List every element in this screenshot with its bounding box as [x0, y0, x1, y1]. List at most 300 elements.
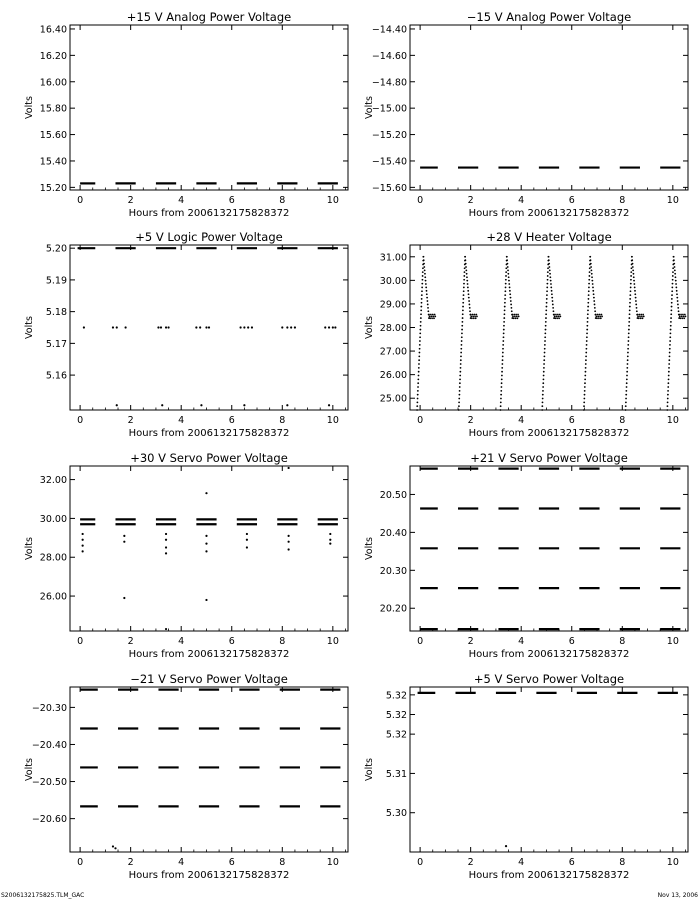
heater-data-point [462, 302, 464, 304]
heater-data-point [502, 359, 504, 361]
heater-data-point [504, 298, 506, 300]
data-point [505, 845, 507, 847]
y-tick-label: 5.32 [385, 690, 407, 702]
x-tick-label: 8 [279, 857, 286, 868]
heater-data-point [640, 314, 642, 316]
heater-data-point [464, 271, 466, 273]
heater-data-point [549, 270, 551, 272]
y-tick-label: 30.00 [39, 513, 67, 525]
heater-data-point [586, 325, 588, 327]
y-tick-label: 32.00 [39, 475, 67, 487]
heater-data-point [671, 306, 673, 308]
heater-data-point [544, 348, 546, 350]
y-tick-label: 15.80 [39, 103, 67, 115]
data-point [328, 404, 330, 406]
y-axis-label: Volts [24, 758, 35, 781]
y-tick-label: −14.60 [371, 50, 407, 62]
heater-data-point [504, 302, 506, 304]
data-point [123, 541, 125, 543]
heater-data-point [501, 371, 503, 373]
data-point [123, 597, 125, 599]
heater-data-point [417, 378, 419, 380]
heater-data-point [421, 287, 423, 289]
heater-data-point [669, 352, 671, 354]
heater-data-point [463, 287, 465, 289]
heater-data-point [460, 352, 462, 354]
heater-data-point [594, 310, 596, 312]
x-axis-label: Hours from 2006132175828372 [468, 428, 630, 439]
y-tick-label: 30.00 [379, 275, 407, 287]
x-tick-label: 8 [619, 195, 626, 206]
heater-data-point [432, 316, 434, 318]
data-point [165, 326, 167, 328]
heater-data-point [459, 386, 461, 388]
plot-frame [410, 245, 688, 410]
heater-data-point [472, 316, 474, 318]
heater-data-point [505, 283, 507, 285]
data-point [286, 404, 288, 406]
data-point [286, 326, 288, 328]
heater-data-point [629, 298, 631, 300]
heater-data-point [592, 290, 594, 292]
y-tick-label: 5.17 [45, 338, 67, 350]
heater-data-point [546, 290, 548, 292]
heater-data-point [550, 287, 552, 289]
heater-data-point [502, 340, 504, 342]
data-point [165, 628, 167, 630]
y-tick-label: 26.00 [39, 591, 67, 603]
data-point [112, 845, 114, 847]
heater-data-point [677, 304, 679, 306]
heater-data-point [587, 302, 589, 304]
heater-data-point [630, 283, 632, 285]
heater-data-point [586, 332, 588, 334]
heater-data-point [507, 266, 509, 268]
heater-data-point [630, 279, 632, 281]
chart-title: +28 V Heater Voltage [486, 230, 612, 244]
x-tick-label: 8 [619, 415, 626, 426]
heater-data-point [470, 316, 472, 318]
heater-data-point [596, 317, 598, 319]
heater-data-point [505, 279, 507, 281]
x-tick-label: 4 [178, 195, 185, 206]
heater-data-point [552, 307, 554, 309]
heater-data-point [667, 394, 669, 396]
heater-data-point [555, 314, 557, 316]
data-point [123, 535, 125, 537]
heater-data-point [474, 314, 476, 316]
y-tick-label: −15.60 [371, 182, 407, 194]
heater-data-point [420, 321, 422, 323]
heater-data-point [505, 275, 507, 277]
heater-data-point [431, 317, 433, 319]
heater-data-point [675, 280, 677, 282]
x-tick-label: 6 [228, 857, 235, 868]
heater-data-point [669, 336, 671, 338]
heater-data-point [542, 382, 544, 384]
y-tick-label: 20.50 [379, 489, 407, 501]
data-point [165, 552, 167, 554]
heater-data-point [592, 287, 594, 289]
data-point [288, 541, 290, 543]
x-tick-label: 6 [228, 636, 235, 647]
heater-data-point [502, 352, 504, 354]
heater-data-point [584, 390, 586, 392]
heater-data-point [416, 405, 418, 407]
heater-data-point [510, 300, 512, 302]
x-tick-label: 10 [326, 857, 339, 868]
heater-data-point [511, 314, 513, 316]
heater-data-point [424, 276, 426, 278]
y-tick-label: −20.30 [31, 702, 67, 714]
heater-data-point [629, 294, 631, 296]
data-point [83, 326, 85, 328]
heater-data-point [587, 321, 589, 323]
data-point [157, 326, 159, 328]
data-point [165, 546, 167, 548]
x-axis-label: Hours from 2006132175828372 [468, 870, 630, 881]
x-tick-label: 6 [228, 415, 235, 426]
heater-data-point [673, 256, 675, 258]
data-point [199, 326, 201, 328]
x-tick-label: 2 [467, 857, 474, 868]
data-point [328, 326, 330, 328]
heater-data-point [638, 314, 640, 316]
heater-data-point [459, 378, 461, 380]
heater-data-point [559, 314, 561, 316]
plot-frame [70, 466, 348, 631]
heater-data-point [546, 306, 548, 308]
heater-data-point [423, 266, 425, 268]
heater-data-point [594, 307, 596, 309]
heater-data-point [545, 325, 547, 327]
heater-data-point [462, 310, 464, 312]
plot-frame [70, 687, 348, 852]
heater-data-point [631, 267, 633, 269]
heater-data-point [586, 348, 588, 350]
heater-data-point [668, 363, 670, 365]
heater-data-point [589, 267, 591, 269]
heater-data-point [460, 355, 462, 357]
heater-data-point [417, 386, 419, 388]
x-tick-label: 4 [178, 857, 185, 868]
heater-data-point [504, 306, 506, 308]
x-tick-label: 10 [666, 857, 679, 868]
heater-data-point [506, 259, 508, 261]
heater-data-point [469, 307, 471, 309]
heater-data-point [505, 267, 507, 269]
heater-data-point [625, 409, 627, 411]
heater-data-point [422, 275, 424, 277]
heater-data-point [629, 310, 631, 312]
heater-data-point [584, 375, 586, 377]
y-tick-label: −20.40 [31, 739, 67, 751]
heater-data-point [506, 256, 508, 258]
x-tick-label: 2 [467, 415, 474, 426]
x-tick-label: 6 [568, 857, 575, 868]
heater-data-point [501, 382, 503, 384]
plot-frame [410, 687, 688, 852]
chart-panel-2 [364, 10, 688, 219]
y-tick-label: 15.40 [39, 156, 67, 168]
x-tick-label: 0 [417, 195, 424, 206]
data-point [205, 543, 207, 545]
heater-data-point [463, 283, 465, 285]
y-tick-label: −15.00 [371, 103, 407, 115]
heater-data-point [672, 271, 674, 273]
heater-data-point [642, 317, 644, 319]
data-point [332, 326, 334, 328]
heater-data-point [543, 371, 545, 373]
heater-data-point [635, 300, 637, 302]
heater-data-point [628, 329, 630, 331]
data-point [243, 404, 245, 406]
heater-data-point [503, 317, 505, 319]
heater-data-point [545, 329, 547, 331]
y-tick-label: 20.20 [379, 603, 407, 615]
heater-data-point [513, 317, 515, 319]
heater-data-point [546, 294, 548, 296]
heater-data-point [597, 316, 599, 318]
y-tick-label: 27.00 [379, 346, 407, 358]
heater-data-point [462, 317, 464, 319]
data-point [251, 326, 253, 328]
heater-data-point [636, 310, 638, 312]
heater-data-point [504, 294, 506, 296]
heater-data-point [669, 340, 671, 342]
heater-data-point [668, 359, 670, 361]
x-tick-label: 2 [127, 636, 134, 647]
heater-data-point [419, 336, 421, 338]
heater-data-point [460, 359, 462, 361]
heater-data-point [590, 259, 592, 261]
heater-data-point [601, 316, 603, 318]
heater-data-point [588, 283, 590, 285]
heater-data-point [459, 394, 461, 396]
heater-data-point [475, 317, 477, 319]
heater-data-point [670, 332, 672, 334]
heater-data-point [470, 314, 472, 316]
heater-data-point [598, 317, 600, 319]
x-axis-label: Hours from 2006132175828372 [128, 649, 290, 660]
heater-data-point [627, 363, 629, 365]
heater-data-point [626, 375, 628, 377]
heater-data-point [417, 382, 419, 384]
y-tick-label: 5.16 [45, 370, 67, 382]
heater-data-point [472, 314, 474, 316]
x-tick-label: 6 [568, 415, 575, 426]
chart-title: +15 V Analog Power Voltage [126, 10, 292, 24]
heater-data-point [683, 316, 685, 318]
heater-data-point [626, 367, 628, 369]
y-tick-label: 28.00 [39, 552, 67, 564]
heater-data-point [583, 409, 585, 411]
heater-data-point [589, 275, 591, 277]
heater-data-point [626, 371, 628, 373]
data-point [165, 539, 167, 541]
heater-data-point [632, 263, 634, 265]
y-tick-label: −20.50 [31, 777, 67, 789]
data-point [82, 544, 84, 546]
heater-data-point [587, 313, 589, 315]
heater-data-point [420, 306, 422, 308]
heater-data-point [421, 283, 423, 285]
heater-data-point [554, 316, 556, 318]
heater-data-point [419, 348, 421, 350]
heater-data-point [625, 398, 627, 400]
heater-data-point [593, 300, 595, 302]
data-point [208, 326, 210, 328]
heater-data-point [637, 314, 639, 316]
heater-data-point [594, 304, 596, 306]
heater-data-point [558, 317, 560, 319]
heater-data-point [511, 310, 513, 312]
heater-data-point [670, 317, 672, 319]
heater-data-point [630, 275, 632, 277]
heater-data-point [416, 409, 418, 411]
heater-data-point [585, 363, 587, 365]
heater-data-point [548, 259, 550, 261]
heater-data-point [464, 256, 466, 258]
heater-data-point [426, 293, 428, 295]
heater-data-point [586, 329, 588, 331]
heater-data-point [553, 310, 555, 312]
heater-data-point [501, 363, 503, 365]
heater-data-point [419, 329, 421, 331]
heater-data-point [419, 340, 421, 342]
heater-data-point [509, 290, 511, 292]
heater-data-point [462, 321, 464, 323]
heater-data-point [668, 375, 670, 377]
heater-data-point [468, 300, 470, 302]
y-axis-label: Volts [24, 96, 35, 119]
data-point [82, 550, 84, 552]
heater-data-point [670, 321, 672, 323]
heater-data-point [668, 378, 670, 380]
heater-data-point [667, 390, 669, 392]
heater-data-point [556, 317, 558, 319]
heater-data-point [625, 390, 627, 392]
chart-title: +30 V Servo Power Voltage [130, 451, 288, 465]
heater-data-point [459, 382, 461, 384]
x-tick-label: 4 [518, 857, 525, 868]
heater-data-point [670, 313, 672, 315]
heater-data-point [468, 293, 470, 295]
heater-data-point [591, 270, 593, 272]
heater-data-point [642, 314, 644, 316]
heater-data-point [667, 386, 669, 388]
heater-data-point [473, 317, 475, 319]
data-point [205, 492, 207, 494]
heater-data-point [517, 317, 519, 319]
heater-data-point [547, 267, 549, 269]
heater-data-point [627, 352, 629, 354]
heater-data-point [546, 287, 548, 289]
heater-data-point [630, 271, 632, 273]
heater-data-point [423, 259, 425, 261]
y-tick-label: 29.00 [379, 299, 407, 311]
heater-data-point [458, 401, 460, 403]
heater-data-point [468, 297, 470, 299]
y-tick-label: −14.80 [371, 77, 407, 89]
heater-data-point [432, 314, 434, 316]
heater-data-point [417, 394, 419, 396]
heater-data-point [426, 297, 428, 299]
heater-data-point [417, 390, 419, 392]
heater-data-point [627, 355, 629, 357]
heater-data-point [462, 306, 464, 308]
heater-data-point [509, 287, 511, 289]
data-point [288, 548, 290, 550]
heater-data-point [633, 280, 635, 282]
heater-data-point [463, 290, 465, 292]
heater-data-point [681, 317, 683, 319]
heater-data-point [465, 266, 467, 268]
heater-data-point [463, 275, 465, 277]
heater-data-point [503, 325, 505, 327]
heater-data-point [541, 409, 543, 411]
y-tick-label: 5.19 [45, 275, 67, 287]
data-point [329, 533, 331, 535]
heater-data-point [672, 283, 674, 285]
heater-data-point [625, 405, 627, 407]
heater-data-point [629, 306, 631, 308]
heater-data-point [546, 302, 548, 304]
heater-data-point [583, 398, 585, 400]
heater-data-point [678, 310, 680, 312]
heater-data-point [588, 294, 590, 296]
data-point [324, 326, 326, 328]
heater-data-point [589, 271, 591, 273]
heater-data-point [667, 405, 669, 407]
heater-data-point [429, 316, 431, 318]
heater-data-point [675, 276, 677, 278]
y-tick-label: 15.60 [39, 130, 67, 142]
data-point [205, 326, 207, 328]
heater-data-point [671, 290, 673, 292]
heater-data-point [684, 314, 686, 316]
heater-data-point [467, 290, 469, 292]
heater-data-point [556, 316, 558, 318]
heater-data-point [433, 317, 435, 319]
chart-panel-1 [24, 10, 348, 219]
heater-data-point [500, 390, 502, 392]
x-axis-label: Hours from 2006132175828372 [128, 208, 290, 219]
y-tick-label: 5.18 [45, 307, 67, 319]
chart-title: −21 V Servo Power Voltage [130, 672, 288, 686]
y-axis-label: Volts [364, 758, 375, 781]
data-point [205, 599, 207, 601]
heater-data-point [508, 276, 510, 278]
heater-data-point [599, 316, 601, 318]
heater-data-point [667, 398, 669, 400]
heater-data-point [425, 287, 427, 289]
heater-data-point [418, 367, 420, 369]
heater-data-point [503, 329, 505, 331]
chart-panel-4 [364, 230, 688, 439]
heater-data-point [511, 307, 513, 309]
chart-panel-7 [24, 672, 348, 881]
heater-data-point [419, 332, 421, 334]
heater-data-point [422, 256, 424, 258]
heater-data-point [545, 321, 547, 323]
x-tick-label: 10 [666, 415, 679, 426]
heater-data-point [633, 283, 635, 285]
x-tick-label: 2 [127, 857, 134, 868]
heater-data-point [463, 279, 465, 281]
heater-data-point [461, 332, 463, 334]
heater-data-point [515, 314, 517, 316]
